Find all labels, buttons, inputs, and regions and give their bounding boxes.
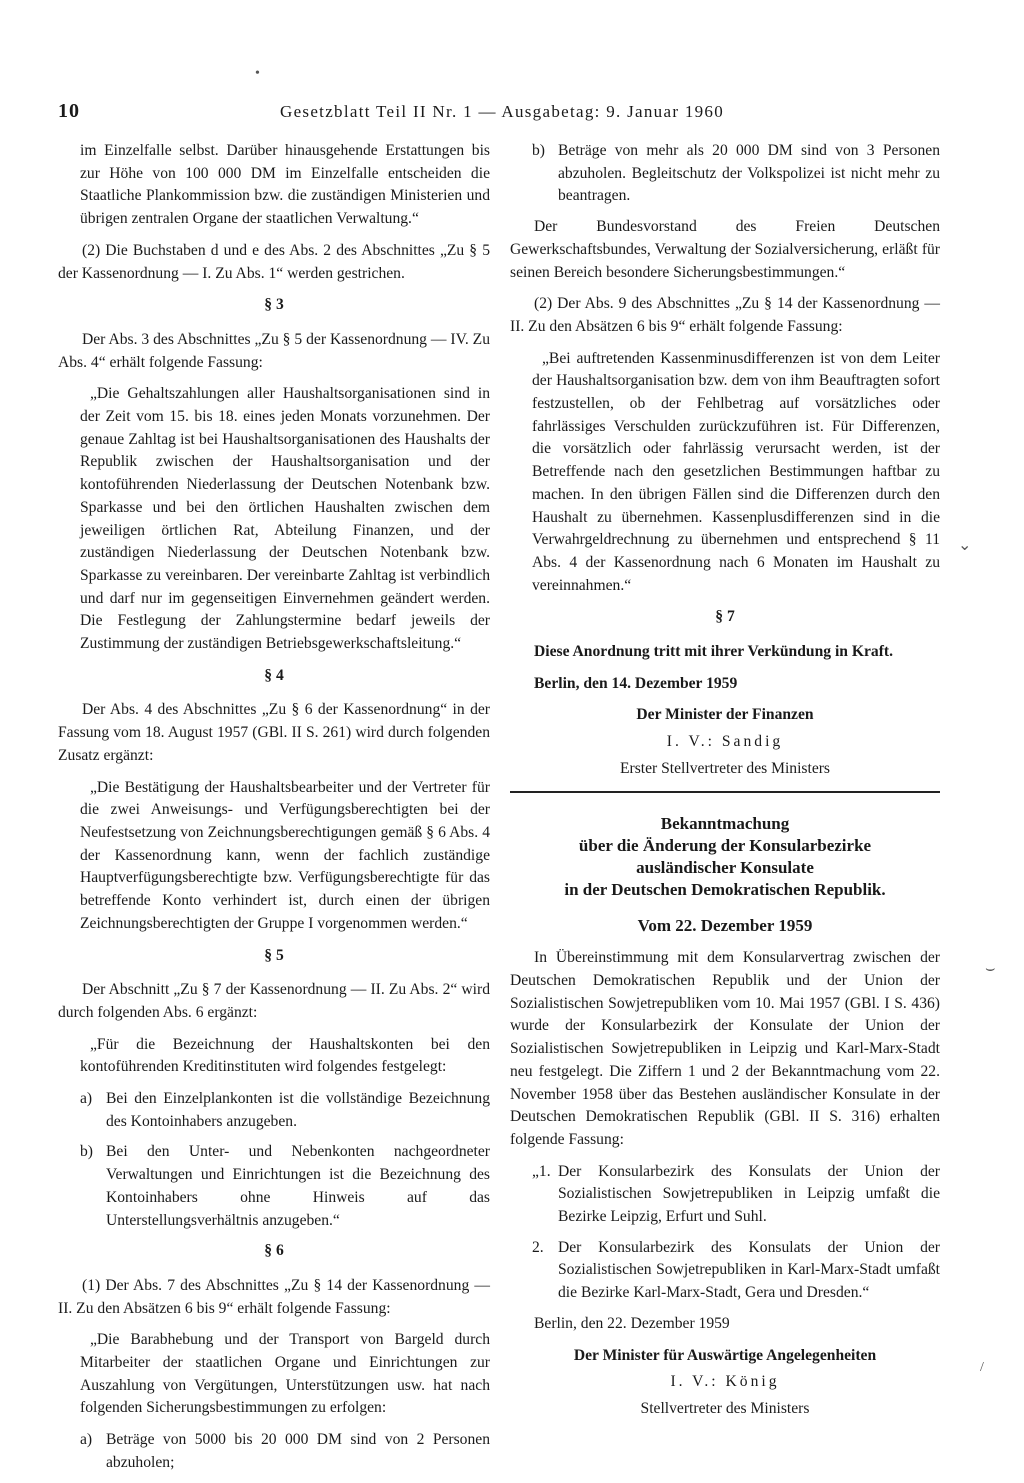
paragraph: In Übereinstimmung mit dem Konsularvertrag zwischen der Deutschen Demokratischen Republik und der Union der Sozialistischen Sowjetrepubliken vom 10. Mai 1957 (GBl. I S. 436) wurde der Konsularbezirk der Konsulate der Union der Sozialistischen Sowjetrepubliken in Leipzig und Karl-Marx-Stadt neu festgelegt. Die Ziffern 1 und 2 der Bekanntmachung vom 22. November 1958 über das Bestehen ausländischer Konsulate in der Deutschen Demokratischen Republik (GBl. II S. 316) erhalten folgende Fassung: [510, 949, 940, 1148]
list-item-label: „1. [532, 1162, 551, 1180]
date-line: Berlin, den 22. Dezember 1959 [534, 1314, 730, 1332]
paragraph: (2) Die Buchstaben d und e des Abs. 2 des Abschnittes „Zu § 5 der Kassenordnung — I. Zu Abs. 1“ werden gestrichen. [58, 241, 490, 282]
section-heading: § 5 [264, 946, 284, 964]
signature-name: I. V.: König [670, 1373, 780, 1391]
section-heading: § 4 [264, 666, 284, 684]
announcement-title-line: über die Änderung der Konsularbezirke [578, 835, 872, 855]
margin-pencil-mark: ⌣ [985, 960, 996, 977]
announcement-title-line: Bekanntmachung [660, 813, 790, 833]
paragraph: Der Abschnitt „Zu § 7 der Kassenordnung — II. Zu Abs. 2“ wird durch folgenden Abs. 6 ergänzt: [58, 981, 490, 1021]
paragraph: Der Abs. 4 des Abschnittes „Zu § 6 der Kassenordnung“ in der Fassung vom 18. August 1957 (GBl. II S. 261) wird durch folgenden Zusatz ergänzt: [58, 701, 490, 764]
list-item-text: Der Konsularbezirk des Konsulats der Union der Sozialistischen Sowjetrepubliken in Leipzig umfaßt die Bezirke Leipzig, Erfurt und Suhl. [558, 1162, 940, 1226]
quoted-paragraph: „Die Bestätigung der Haushaltsbearbeiter und der Vertreter für die zwei Anweisungs- und Verfügungsberechtigten bei der Neufestsetzung von Zeichnungsberechtigungen gemäß § 6 Abs. 4 der Kassenordnung kann, wenn der fachlich zuständige Hauptverfügungsberechtigte bzw. Verfügungsberechtigte für das betreffende Konto verhindert ist, durch einen der übrigen Zeichnungsberechtigten der Gruppe I vorgenommen werden.“ [80, 778, 490, 932]
date-line: Berlin, den 14. Dezember 1959 [534, 674, 738, 692]
paragraph: im Einzelfalle selbst. Darüber hinausgehende Erstattungen bis zur Höhe von 100 000 DM im Einzelfalle entscheiden die Staatliche Plankommission bzw. die zuständigen Ministerien und übrigen zentralen Organe der staatlichen Verwaltung.“ [80, 142, 490, 228]
announcement-title-line: in der Deutschen Demokratischen Republik. [564, 879, 886, 899]
quoted-paragraph: „Die Barabhebung und der Transport von Bargeld durch Mitarbeiter der staatlichen Organe und Einrichtungen zur Auszahlung von Vergütungen, Unterstützungen usw. hat nach folgenden Sicherungsbestimmungen zu erfolgen: [80, 1331, 490, 1417]
paragraph: Diese Anordnung tritt mit ihrer Verkündung in Kraft. [534, 643, 893, 661]
paragraph: (2) Der Abs. 9 des Abschnittes „Zu § 14 der Kassenordnung — II. Zu den Absätzen 6 bis 9“ erhält folgende Fassung: [510, 295, 940, 335]
paragraph: Der Abs. 3 des Abschnittes „Zu § 5 der Kassenordnung — IV. Zu Abs. 4“ erhält folgende Fassung: [58, 330, 490, 371]
signature-subtitle: Erster Stellvertreter des Ministers [619, 759, 831, 777]
list-item [80, 1429, 490, 1474]
list-item-text: Bei den Unter- und Nebenkonten nachgeordneter Verwaltungen und Einrichtungen ist die Bezeichnung des Kontoinhabers ohne Hinweis auf das Unterstellungsverhältnis anzugeben.“ [106, 1143, 490, 1229]
running-title: Gesetzblatt Teil II Nr. 1 — Ausgabetag: 9. Januar 1960 [280, 102, 725, 121]
list-item-text: Der Konsularbezirk des Konsulats der Union der Sozialistischen Sowjetrepubliken in Karl-Marx-Stadt umfaßt die Bezirke Karl-Marx-Stadt, Gera und Dresden.“ [558, 1238, 940, 1302]
list-item [532, 1237, 940, 1305]
section-heading: § 7 [715, 608, 735, 626]
margin-pencil-mark: / [980, 1360, 984, 1375]
list-item-label: a) [80, 1431, 93, 1449]
list-item-label: 2. [532, 1238, 544, 1256]
divider [510, 791, 940, 793]
list-item-text: Bei den Einzelplankonten ist die vollständige Bezeichnung des Kontoinhabers anzugeben. [106, 1090, 490, 1130]
quoted-paragraph: „Bei auftretenden Kassenminusdifferenzen ist von dem Leiter der Haushaltsorganisation bzw. dem von ihm Beauftragten sofort festzustellen, ob der Fehlbetrag auf vorsätzliches oder fahrlässiges Verschulden zurückzuführen ist. Für Differenzen, die vorsätzlich oder fahrlässig verursacht werden, ist der Betreffende nach den gesetzlichen Bestimmungen haftbar zu machen. In den übrigen Fällen sind die Differenzen durch den Haushalt zu übernehmen. Kassenplusdifferenzen sind in die Verwahrgeldrechnung zu übernehmen und entsprechend § 11 Abs. 4 der Kassenordnung nach 6 Monaten im Haushalt zu vereinnahmen.“ [532, 349, 940, 594]
left-column [58, 140, 490, 1483]
list-item [532, 140, 940, 208]
signature-title: Der Minister der Finanzen [636, 706, 814, 724]
right-column [510, 140, 940, 1431]
list-item-label: a) [80, 1090, 93, 1108]
list-item-text: Beträge von 5000 bis 20 000 DM sind von 2 Personen abzuholen; [106, 1431, 490, 1471]
signature-name: I. V.: Sandig [666, 733, 784, 751]
section-heading: § 6 [264, 1242, 284, 1260]
quoted-paragraph: „Die Gehaltszahlungen aller Haushaltsorganisationen sind in der Zeit vom 15. bis 18. eines jeden Monats vorzunehmen. Der genaue Zahltag ist bei Haushaltsorganisationen des Haushalts der Republik zwischen der Haushaltsorganisation und der kontoführenden Niederlassung der Deutschen Notenbank bzw. Sparkasse und bei den örtlichen Haushalten zwischen dem jeweiligen örtlichen Rat, Abteilung Finanzen, und der zuständigen Niederlassung der Deutschen Notenbank bzw. Sparkasse zu vereinbaren. Der vereinbarte Zahltag ist verbindlich und darf nur im gegenseitigen Einvernehmen geändert werden. Die Festlegung der Zahlungstermine bedarf jeweils der Zustimmung der zuständigen Betriebsgewerkschaftsleitung.“ [80, 385, 490, 653]
list-item-label: b) [532, 142, 545, 159]
list-item [80, 1088, 490, 1133]
list-item-text: Beträge von mehr als 20 000 DM sind von 3 Personen abzuholen. Begleitschutz der Volkspolizei ist nicht mehr zu beantragen. [558, 142, 940, 205]
announcement-title [510, 813, 940, 901]
list-item-label: b) [80, 1143, 93, 1161]
paragraph: (1) Der Abs. 7 des Abschnittes „Zu § 14 der Kassenordnung — II. Zu den Absätzen 6 bis 9“ erhält folgende Fassung: [58, 1276, 490, 1317]
signature-title: Der Minister für Auswärtige Angelegenheiten [573, 1346, 877, 1364]
page-number: 10 [58, 100, 80, 122]
page-header [58, 100, 958, 130]
announcement-date: Vom 22. Dezember 1959 [637, 915, 813, 935]
list-item [532, 1161, 940, 1229]
margin-pencil-mark: ⌄ [958, 537, 972, 554]
announcement-title-line: ausländischer Konsulate [636, 857, 814, 877]
ink-dot: • [255, 66, 260, 81]
signature-subtitle: Stellvertreter des Ministers [640, 1399, 810, 1417]
list-item [80, 1141, 490, 1232]
section-heading: § 3 [264, 296, 284, 314]
paragraph: Der Bundesvorstand des Freien Deutschen Gewerkschaftsbundes, Verwaltung der Sozialversicherung, erläßt für seinen Bereich besondere Sicherungsbestimmungen.“ [510, 218, 940, 281]
quoted-paragraph: „Für die Bezeichnung der Haushaltskonten bei den kontoführenden Kreditinstituten wird folgendes festgelegt: [80, 1035, 490, 1076]
